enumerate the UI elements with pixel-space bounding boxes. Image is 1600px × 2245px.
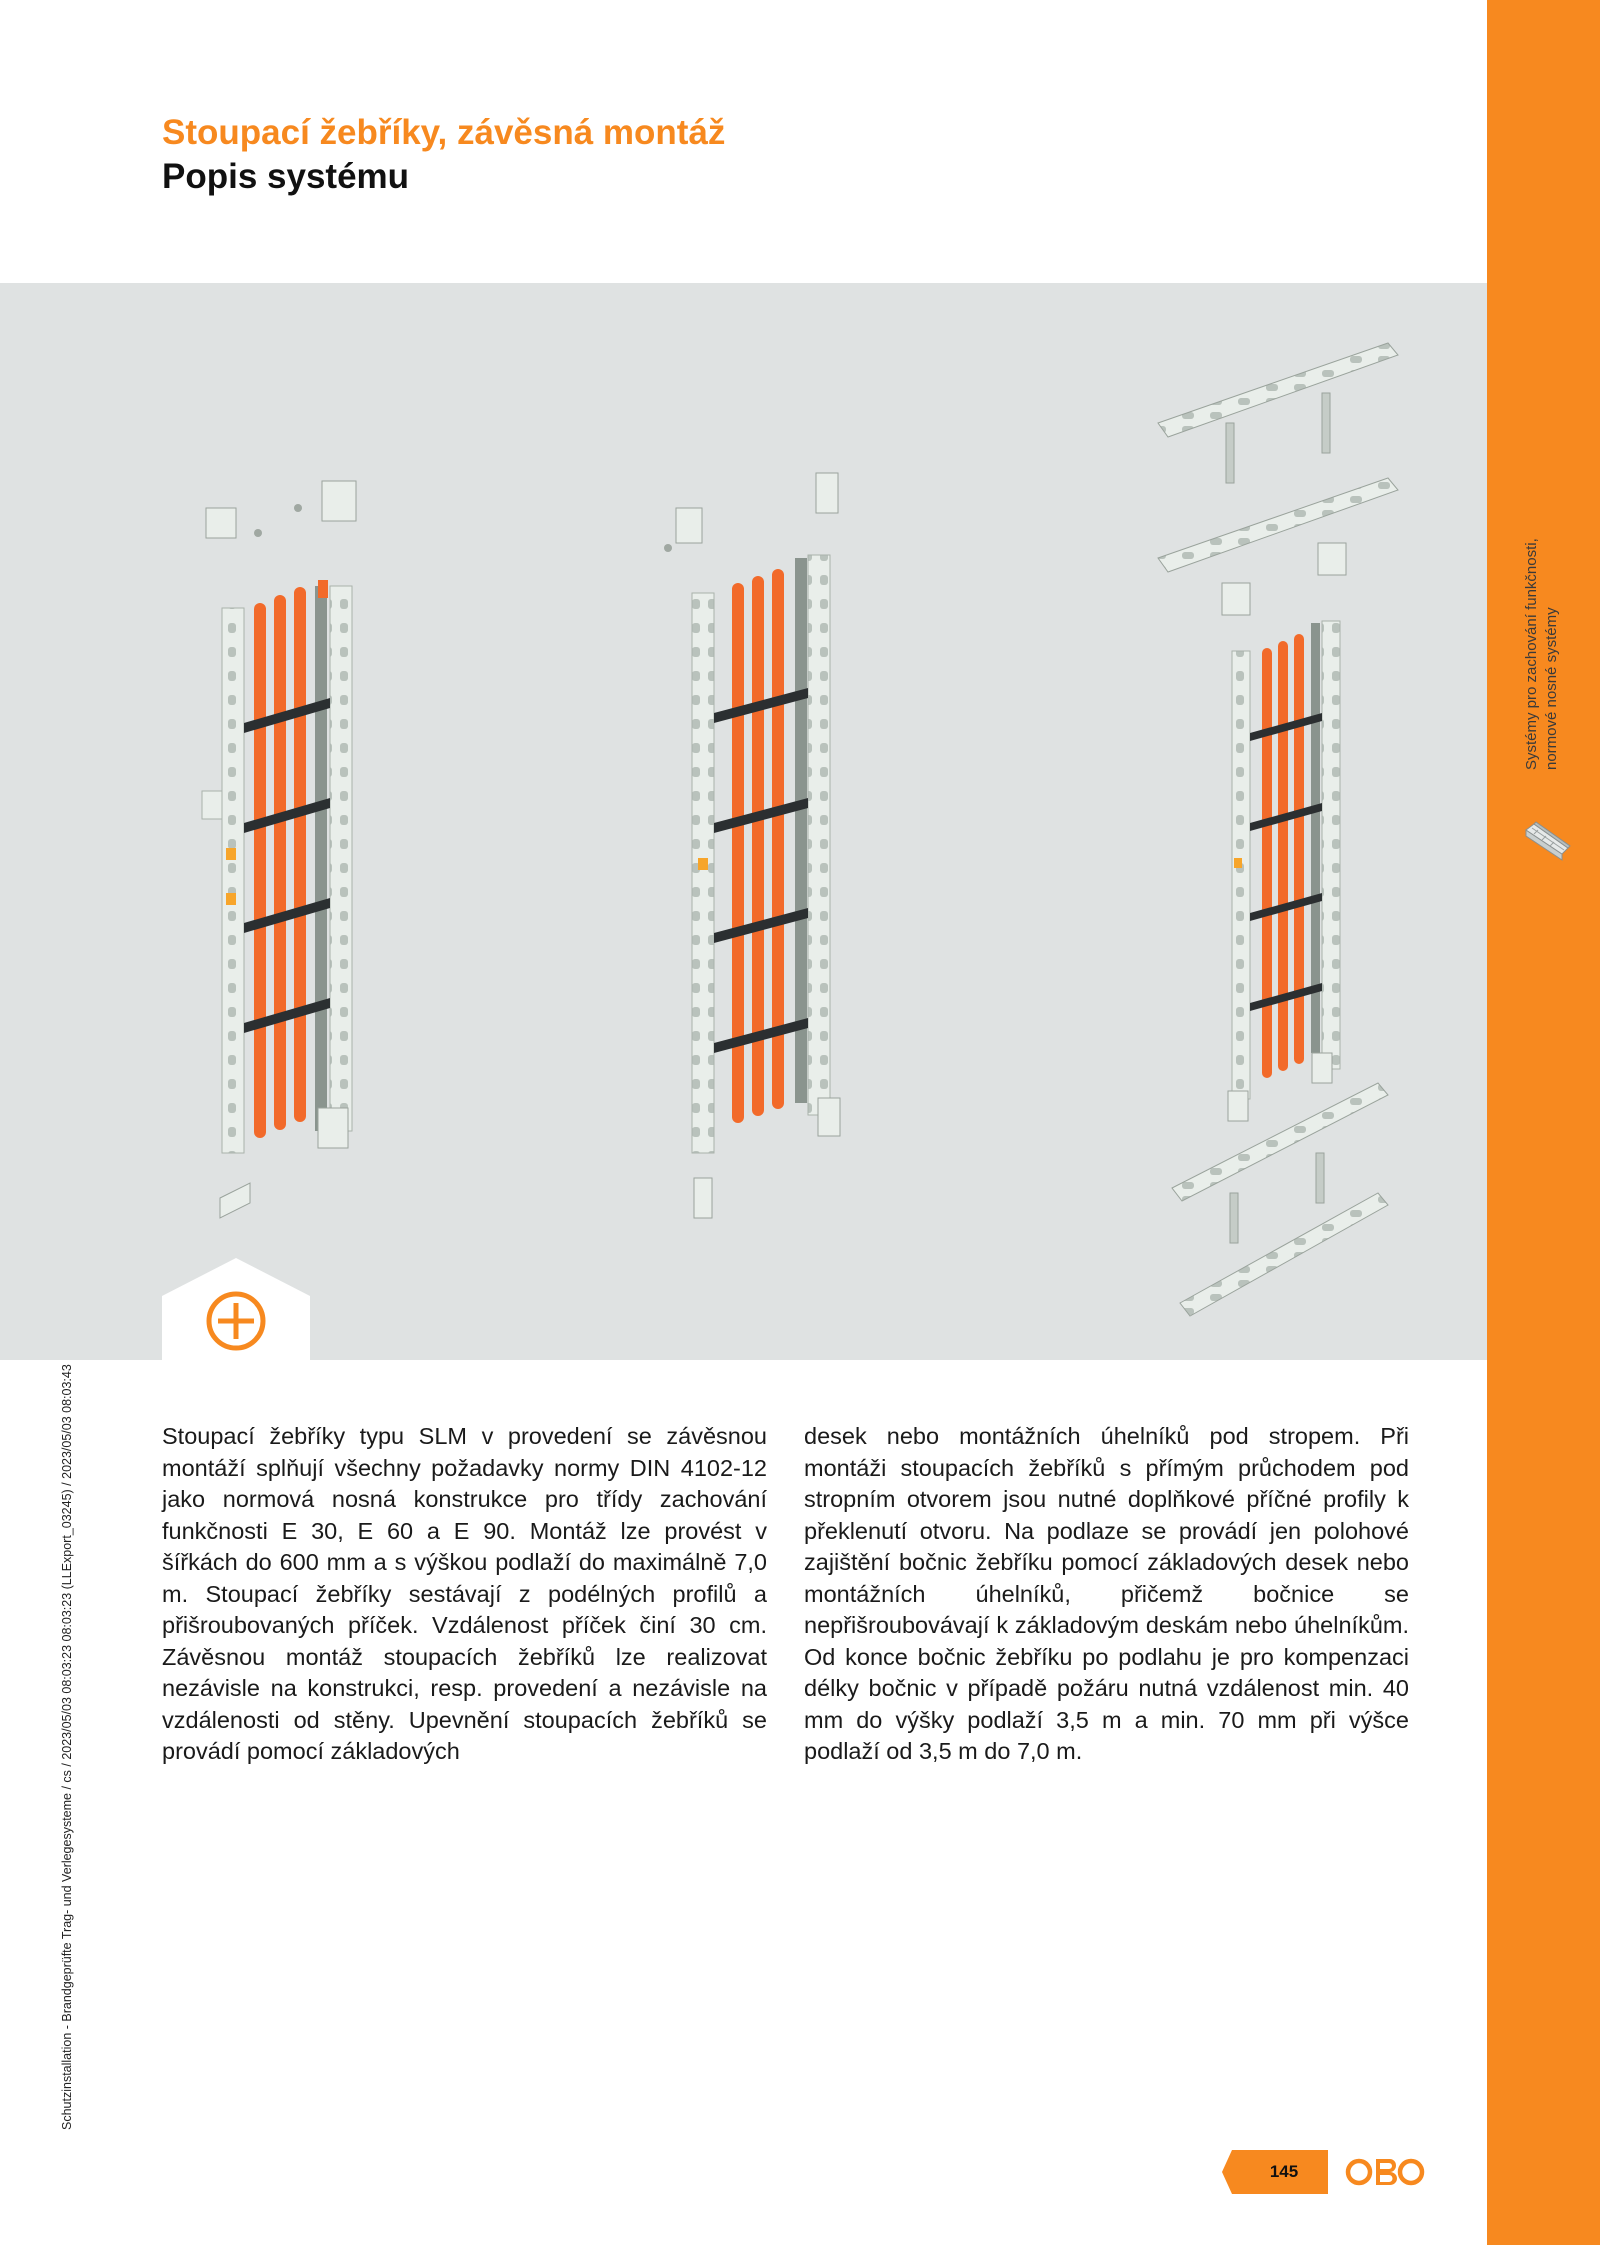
body-text-column-2: desek nebo montážních úhelníků pod stropem. Při montáži stoupacích žebříků s přímým průchodem pod stropním otvorem jsou nutné doplňkové příčné profily k překlenutí otvoru. Na podlaze se provádí jen polohové zajištění bočnic žebříku pomocí základových desek nebo montážních úhelníků, přičemž bočnice se nepřišroubovávají k základovým deskám nebo úhelníkům. Od konce bočnic žebříku po podlahu je pro kompenzaci délky bočnic v případě požáru nutná vzdálenost min. 40 mm do výšky podlaží 3,5 m a min. 70 mm při výšce podlaží od 3,5 m do 7,0 m. xyxy=(804,1423,1409,1764)
riser-ladder-drawings xyxy=(0,283,1487,1360)
plus-circle-icon xyxy=(205,1290,267,1352)
riser-ladder-3 xyxy=(1158,343,1398,1316)
page-title: Stoupací žebříky, závěsná montáž xyxy=(162,113,726,152)
body-text-column-1: Stoupací žebříky typu SLM v provedení se závěsnou montáží splňují všechny požadavky normy DIN 4102-12 jako normová nosná konstrukce pro třídy zachování funkčnosti E 30, E 60 a E 90. Montáž lze provést v šířkách do 600 mm a s výškou podlaží do maximálně 7,0 m. Stoupací žebříky sestávají z podélných profilů a přišroubovaných příček. Vzdálenost příček činí 30 cm. Závěsnou montáž stoupacích žebříků lze realizovat nezávisle na konstrukci, resp. provedení a nezávisle na vzdálenosti od stěny. Upevnění stoupacích žebříků se provádí pomocí základových xyxy=(162,1423,767,1764)
product-illustration-panel xyxy=(0,283,1487,1360)
riser-ladder-1 xyxy=(202,481,356,1218)
cable-tray-icon xyxy=(1522,820,1572,864)
sidebar-section-label xyxy=(1522,538,1562,770)
page-number: 145 xyxy=(1269,2162,1299,2181)
page-subtitle: Popis systému xyxy=(162,157,410,196)
riser-ladder-2 xyxy=(664,473,840,1218)
document-metadata-line: Schutzinstallation - Brandgeprüfte Trag- und Verlegesysteme / cs / 2023/05/03 08:03:23 08:03:23 (LLExport_03245) / 2023/05/03 08:03:43 xyxy=(60,1364,74,2130)
side-accent-bar xyxy=(1487,0,1600,2245)
sidebar-label-line2: normové nosné systémy xyxy=(1543,607,1560,770)
sidebar-label-line1: Systémy pro zachování funkčnosti, xyxy=(1523,538,1540,770)
obo-logo xyxy=(1344,2154,1426,2190)
